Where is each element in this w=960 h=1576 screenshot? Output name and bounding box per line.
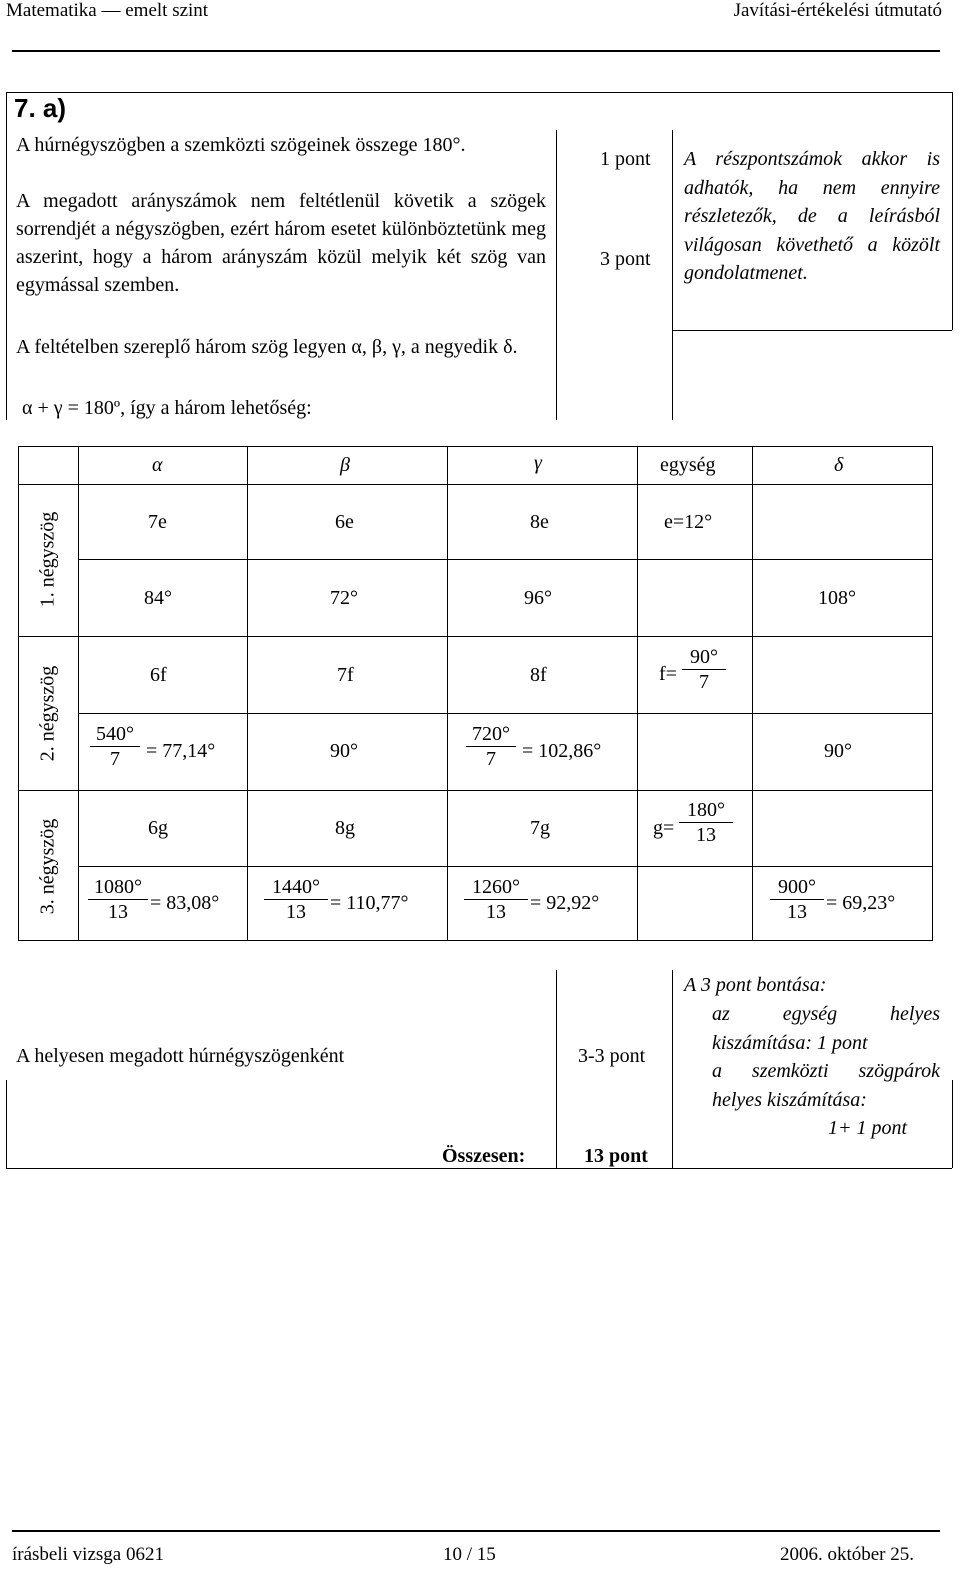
- col-delta: δ: [834, 454, 844, 476]
- breakdown-pairs-points: 1+ 1 pont: [828, 1117, 908, 1139]
- breakdown-pairs: a szemközti szögpárok helyes kiszámítása:: [712, 1060, 940, 1111]
- r3-delta-fraction: 900° 13: [770, 875, 824, 924]
- r2-gamma-fraction: 720° 7: [466, 722, 516, 771]
- r3-alpha-value: = 83,08°: [150, 892, 220, 914]
- r3-ratio-gamma: 7g: [530, 817, 550, 839]
- row-label-1: 1. négyszög: [36, 511, 59, 608]
- col-gamma: γ: [534, 452, 542, 474]
- task-paragraph-3: A feltételben szereplő három szög legyen α, β, γ, a negyedik δ.: [16, 336, 518, 358]
- r3-alpha-fraction: 1080° 13: [88, 875, 148, 924]
- header-left: Matematika — emelt szint: [6, 0, 209, 21]
- r2-ratio-beta: 7f: [337, 664, 354, 686]
- r2-alpha-value: = 77,14°: [146, 740, 216, 762]
- r3-unit-fraction: 180° 13: [679, 798, 733, 847]
- task-paragraph-1: A húrnégyszögben a szemközti szögeinek összege 180°.: [16, 134, 466, 156]
- breakdown-unit: az egység helyes kiszámítása: 1 pont: [712, 1003, 940, 1054]
- r2-unit-prefix: f=: [659, 663, 677, 685]
- r1-angle-gamma: 96°: [524, 587, 552, 609]
- r3-delta-value: = 69,23°: [826, 892, 896, 914]
- footer-date: 2006. október 25.: [779, 1544, 914, 1565]
- total-value: 13 pont: [584, 1145, 648, 1167]
- header-rule: [12, 50, 940, 52]
- scoring-text: A helyesen megadott húrnégyszögenként: [16, 1045, 345, 1067]
- breakdown-title: A 3 pont bontása:: [684, 974, 827, 996]
- total-label: Összesen:: [442, 1145, 526, 1167]
- r3-gamma-fraction: 1260° 13: [464, 875, 528, 924]
- r2-ratio-gamma: 8f: [530, 664, 547, 686]
- r3-unit-prefix: g=: [653, 817, 675, 839]
- r2-beta-value: 90°: [330, 740, 358, 762]
- points-3: 3 pont: [600, 248, 651, 270]
- r2-alpha-fraction: 540° 7: [90, 722, 140, 771]
- task-paragraph-2: A megadott arányszámok nem feltétlenül követik a szögek sorrendjét a négyszögben, ezért három esetet különböztetünk meg aszerint, hogy a három arányszám közül melyik két szög van egymással szemben.: [16, 190, 546, 296]
- r1-ratio-beta: 6e: [335, 511, 354, 533]
- r2-gamma-value: = 102,86°: [522, 740, 602, 762]
- r1-unit: e=12°: [664, 511, 713, 533]
- r3-beta-value: = 110,77°: [330, 892, 409, 914]
- r2-delta-value: 90°: [824, 740, 852, 762]
- footer-left: írásbeli vizsga 0621: [12, 1544, 164, 1565]
- r3-beta-fraction: 1440° 13: [264, 875, 328, 924]
- partial-points-note: A részpontszámok akkor is adhatók, ha nem ennyire részletezők, de a leírásból világosan követhető a közölt gondolatmenet.: [684, 148, 940, 284]
- col-unit: egység: [660, 454, 716, 476]
- r1-ratio-alpha: 7e: [148, 511, 167, 533]
- scoring-points: 3-3 pont: [578, 1045, 646, 1067]
- r1-ratio-gamma: 8e: [530, 511, 549, 533]
- r1-angle-beta: 72°: [330, 587, 358, 609]
- footer-rule: [12, 1530, 940, 1532]
- task-paragraph-4: α + γ = 180º, így a három lehetőség:: [22, 397, 312, 419]
- r1-angle-alpha: 84°: [144, 587, 172, 609]
- task-title: 7. a): [14, 93, 67, 123]
- r1-angle-delta: 108°: [818, 587, 856, 609]
- row-label-3: 3. négyszög: [36, 818, 59, 915]
- r3-ratio-beta: 8g: [335, 817, 355, 839]
- r3-gamma-value: = 92,92°: [530, 892, 600, 914]
- footer-page-number: 10 / 15: [443, 1544, 496, 1565]
- points-1: 1 pont: [600, 148, 651, 170]
- col-alpha: α: [152, 454, 163, 476]
- header-right: Javítási-értékelési útmutató: [733, 0, 942, 21]
- row-label-2: 2. négyszög: [36, 665, 59, 762]
- col-beta: β: [340, 454, 350, 476]
- r3-ratio-alpha: 6g: [148, 817, 168, 839]
- r2-ratio-alpha: 6f: [150, 664, 167, 686]
- r2-unit-fraction: 90° 7: [682, 645, 726, 694]
